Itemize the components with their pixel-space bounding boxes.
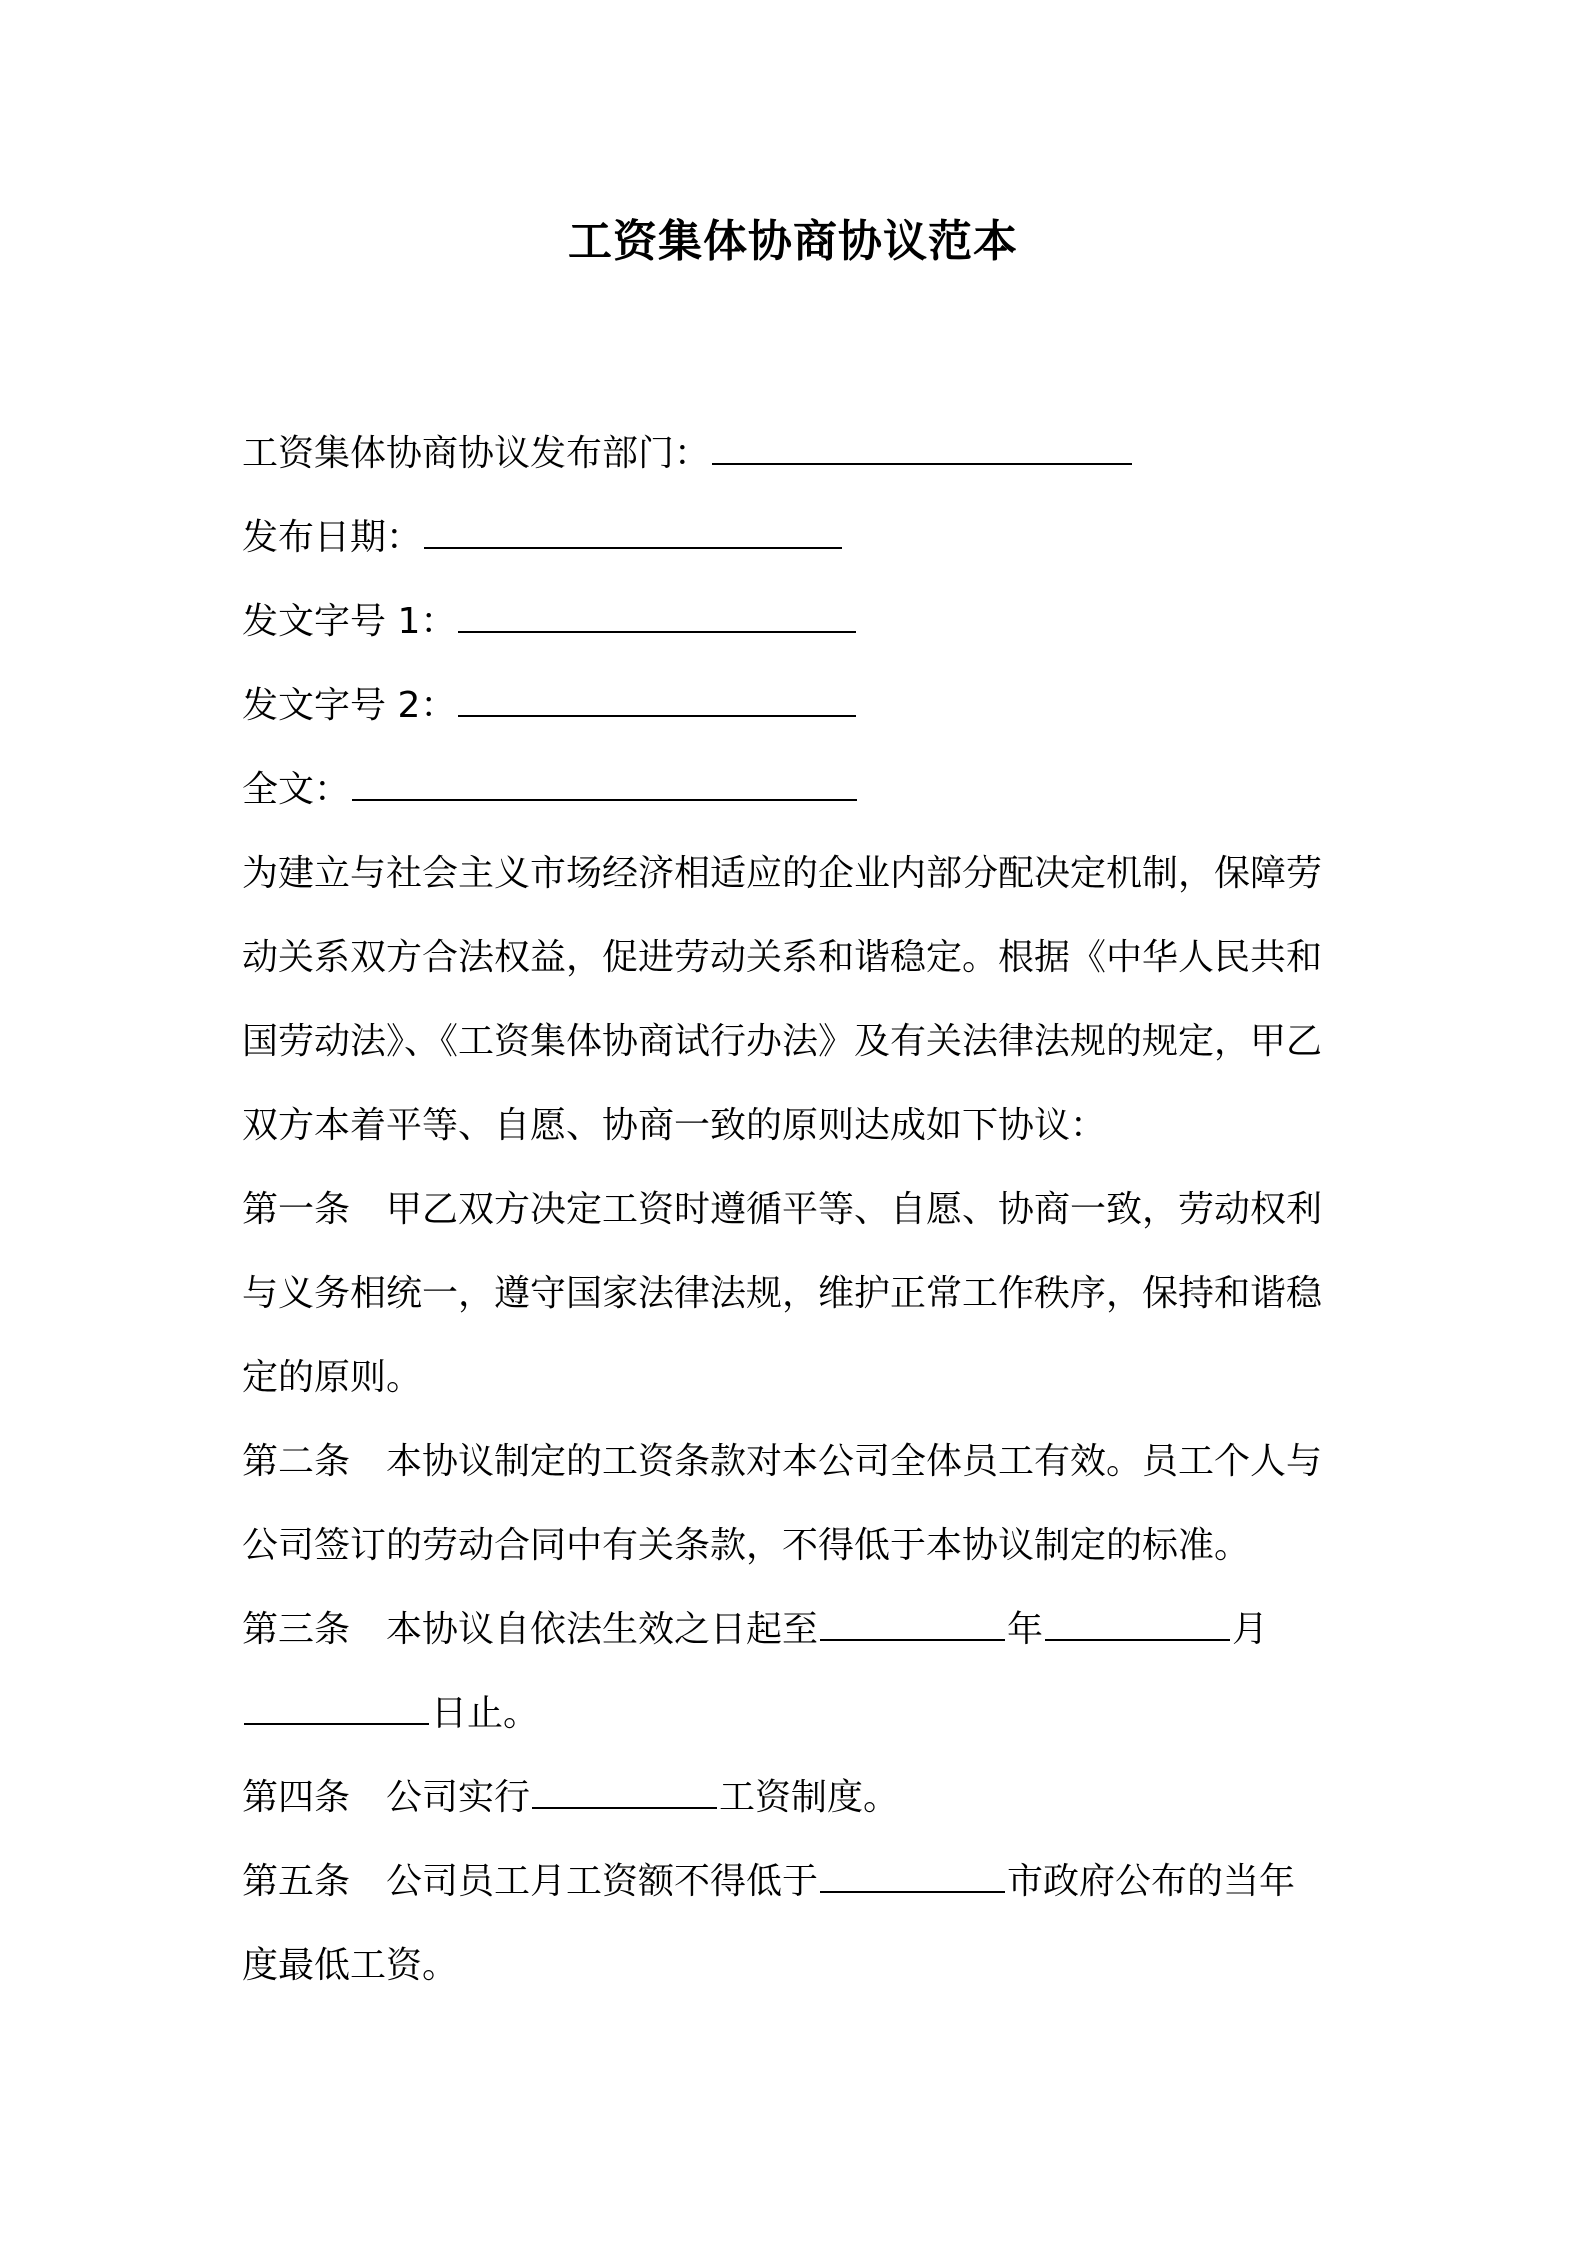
article-1-label: 第一条 xyxy=(242,1189,351,1230)
article-4 xyxy=(242,1756,1352,1840)
article-4-blank xyxy=(532,1777,717,1809)
preamble-line: 国劳动法》、《工资集体协商试行办法》及有关法律法规的规定，甲乙 xyxy=(242,1021,1323,1062)
field-doc-no-1 xyxy=(242,580,1352,664)
field-doc-no-2-blank xyxy=(458,685,856,717)
article-2 xyxy=(242,1420,1352,1504)
article-3-year-blank xyxy=(820,1609,1005,1641)
article-1-text: 定的原则。 xyxy=(242,1357,423,1398)
article-5 xyxy=(242,1840,1352,1924)
field-date xyxy=(242,496,1352,580)
field-date-label: 发布日期： xyxy=(242,517,423,558)
field-doc-no-1-label: 发文字号 1： xyxy=(242,601,457,642)
preamble-line: 双方本着平等、自愿、协商一致的原则达成如下协议： xyxy=(242,1105,1107,1146)
field-issuer-label: 工资集体协商协议发布部门： xyxy=(242,433,711,474)
article-3 xyxy=(242,1588,1352,1672)
article-1 xyxy=(242,1168,1352,1252)
article-3-label: 第三条 xyxy=(242,1609,351,1650)
article-5-text-after: 市政府公布的当年 xyxy=(1007,1861,1296,1902)
field-date-blank xyxy=(424,517,842,549)
article-3-day-blank xyxy=(244,1693,429,1725)
field-issuer-blank xyxy=(712,433,1132,465)
field-doc-no-1-blank xyxy=(458,601,856,633)
field-issuer xyxy=(242,412,1352,496)
document-title: 工资集体协商协议范本 xyxy=(568,216,1018,267)
article-5-label: 第五条 xyxy=(242,1861,351,1902)
field-fulltext-blank xyxy=(352,769,857,801)
document-body xyxy=(242,412,1352,2008)
article-5-blank xyxy=(820,1861,1005,1893)
article-2-text: 公司签订的劳动合同中有关条款，不得低于本协议制定的标准。 xyxy=(242,1525,1251,1566)
field-fulltext-label: 全文： xyxy=(242,769,351,810)
article-3-day-end: 日止。 xyxy=(431,1693,540,1734)
preamble-line: 为建立与社会主义市场经济相适应的企业内部分配决定机制，保障劳 xyxy=(242,853,1323,894)
article-3-line2 xyxy=(242,1672,1352,1756)
article-3-month: 月 xyxy=(1232,1609,1269,1650)
preamble-line: 动关系双方合法权益，促进劳动关系和谐稳定。根据《中华人民共和 xyxy=(242,937,1323,978)
article-5-line2: 度最低工资。 xyxy=(242,1945,459,1986)
article-1-text: 与义务相统一，遵守国家法律法规，维护正常工作秩序，保持和谐稳 xyxy=(242,1273,1323,1314)
article-3-text: 本协议自依法生效之日起至 xyxy=(386,1609,819,1650)
article-5-text: 公司员工月工资额不得低于 xyxy=(386,1861,819,1902)
article-2-label: 第二条 xyxy=(242,1441,351,1482)
article-3-month-blank xyxy=(1045,1609,1230,1641)
article-2-text: 本协议制定的工资条款对本公司全体员工有效。员工个人与 xyxy=(386,1441,1323,1482)
field-doc-no-2 xyxy=(242,664,1352,748)
field-doc-no-2-label: 发文字号 2： xyxy=(242,685,457,726)
article-3-year: 年 xyxy=(1007,1609,1044,1650)
field-fulltext xyxy=(242,748,1352,832)
article-4-text-after: 工资制度。 xyxy=(719,1777,900,1818)
article-1-text: 甲乙双方决定工资时遵循平等、自愿、协商一致，劳动权利 xyxy=(386,1189,1323,1230)
article-4-label: 第四条 xyxy=(242,1777,351,1818)
article-4-text: 公司实行 xyxy=(386,1777,531,1818)
